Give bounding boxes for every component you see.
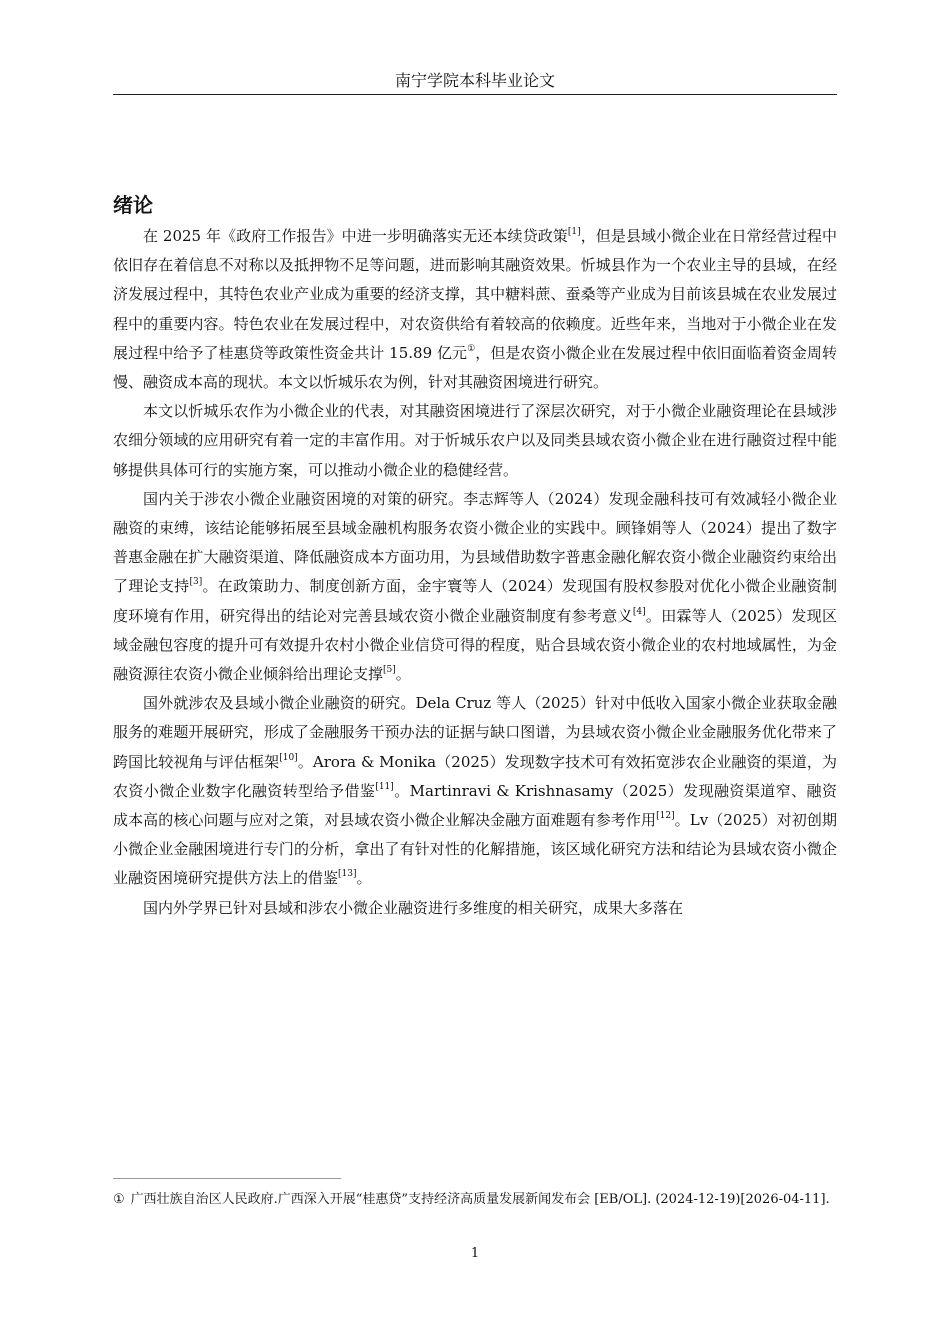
- paragraph-text: 国外就涉农及县域小微企业融资的研究。Dela Cruz 等人（2025）针对中低收入国家小微企业获取金融服务的难题开展研究，形成了金融服务干预办法的证据与缺口图谱，为县域农资小微企业金融服务优化带来了跨国比较视角与评估框架: [113, 694, 837, 771]
- paragraph-text: ，但是农资小微企业在发展过程中依旧面临着资金周转慢、融资成本高的现状。本文以忻城乐农为例，针对其融资困境进行研究。: [113, 343, 837, 392]
- paragraph-text: 。田霖等人（2025）发现区域金融包容度的提升可有效提升农村小微企业信贷可得的程度，贴合县域农资小微企业的农村地域属性，为金融资源往农资小微企业倾斜给出理论支撑: [113, 606, 837, 684]
- paragraph-text: 。Martinravi & Krishnasamy（2025）发现融资渠道窄、融资成本高的核心问题与应对之策，对县域农资小微企业解决金融方面难题有参考作用: [113, 781, 837, 830]
- footnote-marker: ①: [113, 1192, 125, 1207]
- paragraph-1: [113, 222, 837, 397]
- running-header: 南宁学院本科毕业论文: [394, 71, 555, 90]
- citation: [3]: [189, 577, 203, 588]
- paragraph-text: 。: [356, 869, 372, 888]
- paragraph-text: 国内关于涉农小微企业融资困境的对策的研究。李志辉等人（2024）发现金融科技可有效减轻小微企业融资的束缚，该结论能够拓展至县域金融机构服务农资小微企业的实践中。顾锋娟等人（2024）提出了数字普惠金融在扩大融资渠道、降低融资成本方面功用，为县域借助数字普惠金融化解农资小微企业融资约束给出了理论支持: [113, 489, 837, 596]
- paragraph-text: 。在政策助力、制度创新方面，金宇寰等人（2024）发现国有股权参股对优化小微企业融资制度环境有作用，研究得出的结论对完善县域农资小微企业融资制度有参考意义: [113, 577, 837, 625]
- citation: [1]: [567, 227, 581, 237]
- paragraph-4: [113, 689, 837, 893]
- section-heading: 绪论: [113, 193, 153, 217]
- citation: [12]: [656, 811, 675, 822]
- citation: [13]: [338, 869, 357, 880]
- paragraph-2: [113, 397, 837, 485]
- citation: [4]: [632, 606, 646, 617]
- page-number: 1: [470, 1246, 480, 1261]
- footnote: [113, 1189, 837, 1211]
- citation: [11]: [375, 781, 394, 792]
- footnote-marker: ①: [467, 343, 476, 354]
- paragraph-text: ，但是县域小微企业在日常经营过程中依旧存在着信息不对称以及抵押物不足等问题，进而影响其融资效果。忻城县作为一个农业主导的县域，在经济发展过程中，其特色农业产业成为重要的经济支撑，其中糖料蔗、蚕桑等产业成为目前该县城在农业发展过程中的重要内容。特色农业在发展过程中，对农资供给有着较高的依赖度。近些年来，当地对于小微企业在发展过程中给予了桂惠贷等政策性资金共计 15.89 亿元: [113, 227, 837, 362]
- paragraph-text: 国内外学界已针对县域和涉农小微企业融资进行多维度的相关研究，成果大多落在: [143, 898, 684, 917]
- paragraph-text: 在 2025 年《政府工作报告》中进一步明确落实无还本续贷政策: [143, 227, 568, 245]
- footnote-text: 广西壮族自治区人民政府.广西深入开展“桂惠贷”支持经济高质量发展新闻发布会 [EB/OL]. (2024-12-19)[2026-04-11].: [130, 1192, 830, 1207]
- paragraph-5: [113, 894, 837, 923]
- citation: [10]: [279, 752, 298, 763]
- paragraph-text: 。Arora & Monika（2025）发现数字技术可有效拓宽涉农企业融资的渠道，为农资小微企业数字化融资转型给予借鉴: [113, 752, 837, 800]
- header-rule: [113, 94, 837, 95]
- paragraph-3: [113, 485, 837, 689]
- paragraph-text: 。: [395, 665, 411, 684]
- body-text: [113, 222, 837, 923]
- paragraph-text: 。Lv（2025）对初创期小微企业金融困境进行专门的分析，拿出了有针对性的化解措施，该区域化研究方法和结论为县域农资小微企业融资困境研究提供方法上的借鉴: [113, 811, 837, 888]
- citation: [5]: [383, 665, 396, 676]
- paragraph-text: 本文以忻城乐农作为小微企业的代表，对其融资困境进行了深层次研究，对于小微企业融资理论在县域涉农细分领域的应用研究有着一定的丰富作用。对于忻城乐农户以及同类县域农资小微企业在进行融资过程中能够提供具体可行的实施方案，可以推动小微企业的稳健经营。: [113, 402, 837, 479]
- footnote-rule: [113, 1178, 341, 1179]
